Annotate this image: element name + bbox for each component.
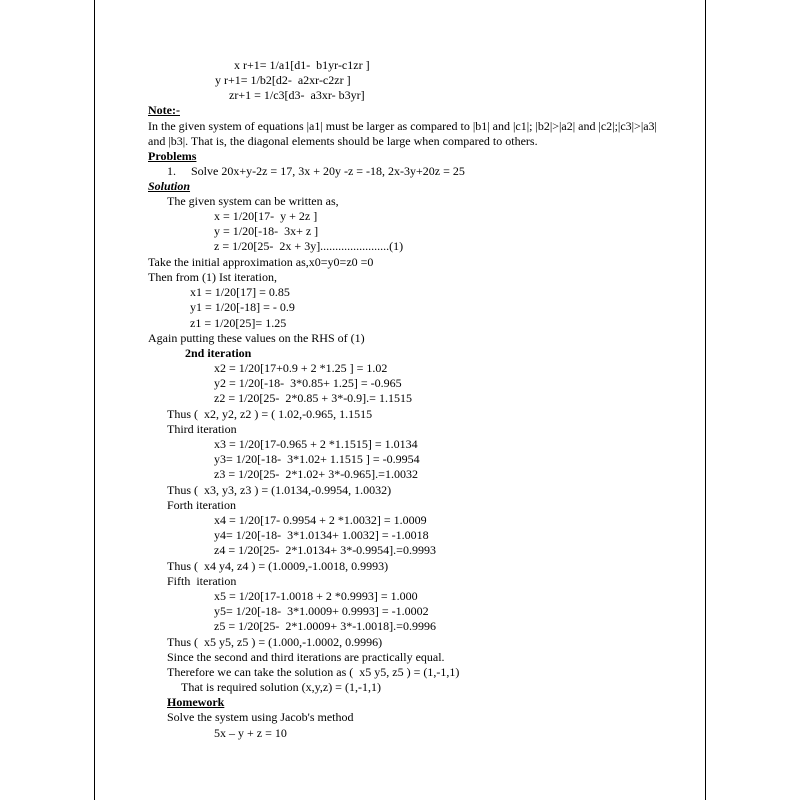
text-line: The given system can be written as, — [167, 194, 339, 208]
iteration-heading: 2nd iteration — [185, 346, 252, 360]
text-line: Then from (1) Ist iteration, — [148, 270, 277, 284]
equation-line: z3 = 1/20[25- 2*1.02+ 3*-0.965].=1.0032 — [214, 467, 418, 481]
solution-heading: Solution — [148, 179, 191, 193]
text-line: Again putting these values on the RHS of (1) — [148, 331, 365, 345]
text-line: Therefore we can take the solution as ( x5 y5, z5 ) = (1,-1,1) — [167, 665, 460, 679]
equation-line: y1 = 1/20[-18] = - 0.9 — [190, 300, 295, 314]
equation-line: x = 1/20[17- y + 2z ] — [214, 209, 318, 223]
problem-1: 1. Solve 20x+y-2z = 17, 3x + 20y -z = -18, 2x-3y+20z = 25 — [167, 164, 465, 178]
equation-line: x3 = 1/20[17-0.965 + 2 *1.1515] = 1.0134 — [214, 437, 418, 451]
homework-heading: Homework — [167, 695, 225, 709]
equation-line: z5 = 1/20[25- 2*1.0009+ 3*-1.0018].=0.9996 — [214, 619, 436, 633]
equation-line: x1 = 1/20[17] = 0.85 — [190, 285, 290, 299]
formula-x: x r+1= 1/a1[d1- b1yr-c1zr ] — [234, 58, 370, 72]
equation-line: y2 = 1/20[-18- 3*0.85+ 1.25] = -0.965 — [214, 376, 402, 390]
equation-line: y3= 1/20[-18- 3*1.02+ 1.1515 ] = -0.9954 — [214, 452, 420, 466]
result-line: Thus ( x5 y5, z5 ) = (1.000,-1.0002, 0.9996) — [167, 635, 383, 649]
equation-line: z1 = 1/20[25]= 1.25 — [190, 316, 287, 330]
equation-line: z4 = 1/20[25- 2*1.0134+ 3*-0.9954].=0.9993 — [214, 543, 436, 557]
result-line: Thus ( x3, y3, z3 ) = (1.0134,-0.9954, 1.0032) — [167, 483, 392, 497]
equation-line: 5x – y + z = 10 — [214, 726, 287, 740]
result-line: Thus ( x4 y4, z4 ) = (1.0009,-1.0018, 0.9993) — [167, 559, 389, 573]
note-text-2: and |b3|. That is, the diagonal elements should be large when compared to others. — [148, 134, 538, 148]
equation-line: z2 = 1/20[25- 2*0.85 + 3*-0.9].= 1.1515 — [214, 391, 412, 405]
final-solution: That is required solution (x,y,z) = (1,-1,1) — [181, 680, 381, 694]
equation-line: x4 = 1/20[17- 0.9954 + 2 *1.0032] = 1.0009 — [214, 513, 427, 527]
iteration-heading: Fifth iteration — [167, 574, 237, 588]
text-line: Take the initial approximation as,x0=y0=z0 =0 — [148, 255, 374, 269]
equation-line: x2 = 1/20[17+0.9 + 2 *1.25 ] = 1.02 — [214, 361, 388, 375]
formula-z: zr+1 = 1/c3[d3- a3xr- b3yr] — [229, 88, 365, 102]
equation-line: y = 1/20[-18- 3x+ z ] — [214, 224, 319, 238]
equation-line: y5= 1/20[-18- 3*1.0009+ 0.9993] = -1.0002 — [214, 604, 429, 618]
equation-line: x5 = 1/20[17-1.0018 + 2 *0.9993] = 1.000 — [214, 589, 418, 603]
note-text-1: In the given system of equations |a1| must be larger as compared to |b1| and |c1|; |b2|>|a2| and |c2|;|c3|>|a3| — [148, 119, 657, 133]
result-line: Thus ( x2, y2, z2 ) = ( 1.02,-0.965, 1.1515 — [167, 407, 373, 421]
iteration-heading: Forth iteration — [167, 498, 236, 512]
formula-y: y r+1= 1/b2[d2- a2xr-c2zr ] — [215, 73, 351, 87]
iteration-heading: Third iteration — [167, 422, 237, 436]
problems-heading: Problems — [148, 149, 197, 163]
homework-text: Solve the system using Jacob's method — [167, 710, 354, 724]
equation-line: y4= 1/20[-18- 3*1.0134+ 1.0032] = -1.0018 — [214, 528, 429, 542]
note-heading: Note:- — [148, 103, 180, 117]
text-line: Since the second and third iterations are practically equal. — [167, 650, 445, 664]
equation-line: z = 1/20[25- 2x + 3y].......................(1) — [214, 239, 404, 253]
